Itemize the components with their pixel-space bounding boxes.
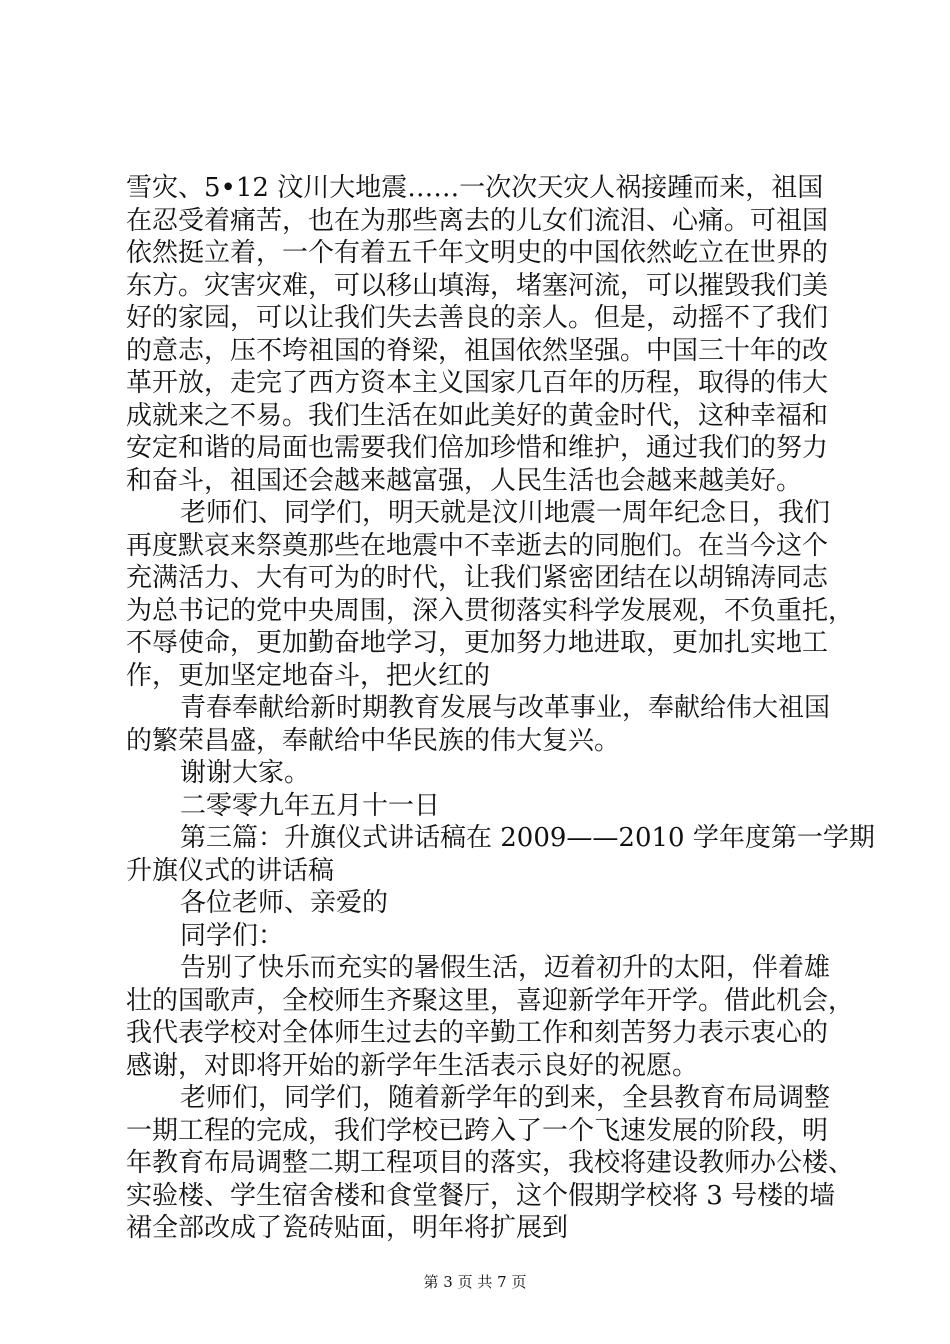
text-line: 在忍受着痛苦，也在为那些离去的儿女们流泪、心痛。可祖国 xyxy=(126,205,829,236)
text-line: 不辱使命，更加勤奋地学习，更加努力地进取，更加扎实地工 xyxy=(126,628,829,658)
text-line: 充满活力、大有可为的时代，让我们紧密团结在以胡锦涛同志 xyxy=(126,563,829,593)
page-footer: 第 3 页 共 7 页 xyxy=(423,1273,527,1291)
text-line: 各位老师、亲爱的 xyxy=(180,888,389,918)
text-line: 的繁荣昌盛，奉献给中华民族的伟大复兴。 xyxy=(126,725,621,756)
text-line: 成就来之不易。我们生活在如此美好的黄金时代，这种幸福和 xyxy=(126,400,829,431)
text-line: 为总书记的党中央周围，深入贯彻落实科学发展观，不负重托， xyxy=(126,595,855,626)
text-line: 和奋斗，祖国还会越来越富强，人民生活也会越来越美好。 xyxy=(126,465,803,496)
text-line: 作，更加坚定地奋斗，把火红的 xyxy=(126,660,491,691)
text-line: 老师们、同学们，明天就是汶川地震一周年纪念日，我们 xyxy=(180,498,831,528)
text-line: 升旗仪式的讲话稿 xyxy=(126,855,335,886)
text-line: 实验楼、学生宿舍楼和食堂餐厅，这个假期学校将 3 号楼的墙 xyxy=(126,1180,836,1211)
text-line: 我代表学校对全体师生过去的辛勤工作和刻苦努力表示衷心的 xyxy=(126,1018,829,1048)
text-line: 青春奉献给新时期教育发展与改革事业，奉献给伟大祖国 xyxy=(180,693,831,723)
text-line: 安定和谐的局面也需要我们倍加珍惜和维护，通过我们的努力 xyxy=(126,433,829,463)
text-line: 的意志，压不垮祖国的脊梁，祖国依然坚强。中国三十年的改 xyxy=(126,335,829,366)
text-line: 同学们： xyxy=(180,920,285,951)
text-line: 第三篇：升旗仪式讲话稿在 2009——2010 学年度第一学期 xyxy=(180,823,875,853)
document-body xyxy=(126,172,875,1245)
text-line: 年教育布局调整二期工程项目的落实，我校将建设教师办公楼、 xyxy=(126,1148,855,1178)
text-line: 东方。灾害灾难，可以移山填海，堵塞河流，可以摧毁我们美 xyxy=(126,270,829,301)
text-line: 革开放，走完了西方资本主义国家几百年的历程，取得的伟大 xyxy=(126,368,829,398)
text-line: 谢谢大家。 xyxy=(180,758,311,788)
text-line: 雪灾、5•12 汶川大地震……一次次天灾人祸接踵而来，祖国 xyxy=(126,173,824,203)
text-line: 再度默哀来祭奠那些在地震中不幸逝去的同胞们。在当今这个 xyxy=(126,530,829,561)
text-line: 感谢，对即将开始的新学年生活表示良好的祝愿。 xyxy=(126,1050,699,1081)
text-line: 壮的国歌声，全校师生齐聚这里，喜迎新学年开学。借此机会， xyxy=(126,985,855,1016)
text-line: 裙全部改成了瓷砖贴面，明年将扩展到 xyxy=(126,1213,569,1243)
text-line: 好的家园，可以让我们失去善良的亲人。但是，动摇不了我们 xyxy=(126,303,829,333)
text-line: 依然挺立着，一个有着五千年文明史的中国依然屹立在世界的 xyxy=(126,238,829,268)
text-line: 老师们，同学们，随着新学年的到来，全县教育布局调整 xyxy=(180,1083,831,1113)
text-line: 告别了快乐而充实的暑假生活，迈着初升的太阳，伴着雄 xyxy=(180,953,831,983)
text-line: 一期工程的完成，我们学校已跨入了一个飞速发展的阶段，明 xyxy=(126,1115,829,1146)
text-line: 二零零九年五月十一日 xyxy=(180,790,441,821)
